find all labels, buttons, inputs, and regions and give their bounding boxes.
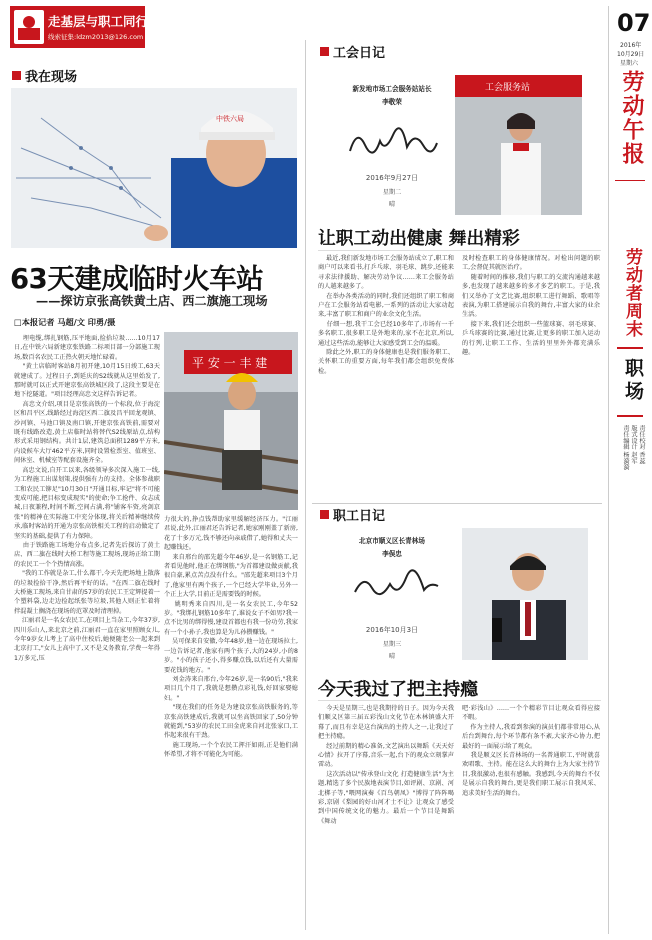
diarist-title: 新发地市场工会服务站站长: [352, 85, 432, 93]
section-label-on-site: [12, 66, 77, 85]
masthead-banner: [10, 6, 149, 48]
right-rail-divider: [608, 6, 609, 934]
worker-headline: 今天我过了把主持瘾: [318, 679, 479, 700]
diarist-name-2: 李俣忠: [382, 550, 402, 558]
section-label-union-diary: [320, 42, 385, 61]
main-headline: 63天建成临时火车站: [10, 263, 264, 295]
section-bracket-bottom: [617, 415, 643, 417]
diary-weekday: 星期二: [382, 189, 402, 196]
union-headline: 让职工动出健康 舞出精彩: [318, 228, 520, 249]
photo-sign-text: 工会服务站: [485, 83, 531, 93]
date-line-2: 10月29日: [617, 51, 645, 58]
union-body-col1: 最近,我们新发地市场工会服务站成立了,职工和商户可以来看书,打乒乓球、羽毛球、跳步,还能来寻求法律援助、解决劳动争议……来工会服务站的人越来越多了。 在举办各类活动的同时,我们还组织了职工和商户在工会服务站看电影,一系列的活动让大家动起来,丰富了职工和商户的业余文化生活。 仔细一想,我干工会已经10多年了,市场有一千多名职工,很多职工是外地来的,家不在北京,所以,通过这些活动,能够让大家感受到工会的温暖。 除此之外,职工的身体健康也是我们服务职工、关怀职工的重要方面,每年我们都会组织免费体检。: [318, 255, 454, 375]
column-divider: [305, 40, 306, 930]
proofreader-credit: 责任校对 香蕊: [638, 425, 645, 465]
main-subheadline: ——探访京张高铁黄土店、西二旗施工现场: [36, 294, 268, 308]
section-marker: [320, 510, 329, 519]
worker-body-col2: 吧·彩浅山》……一个个精彩节目让观众看得应接不暇。 作为主持人,我看到参演的演员们都非常用心,从后台到舞台,每个环节都有条不紊,大家齐心协力,把最好的一面展示给了观众。 我是顺义区长青林场的一名普通职工,平时就喜欢唱歌、主持。能在这么大的舞台上为大家主持节目,我很激动,也很有感触。我感到,今天的舞台不仅是展示自我的舞台,更是我们职工展示自我风采、追求美好生活的舞台。: [462, 705, 600, 797]
union-station-photo: [455, 75, 582, 215]
section-label-text: 职工日记: [333, 509, 386, 524]
email-line: 线索征集:ldzm2013@126.com: [48, 33, 144, 41]
worker-body-col1: 今天是星期三,也是我期待的日子。因为今天我们顺义区第三届五彩浅山文化节在木林镇盛大开幕了,而且有幸是这台演出的主持人之一,让我过了把主持瘾。 经过前期的精心准备,文艺演出以舞蹈《天天好心情》拉开了序幕,音乐一起,台下的观众立刻掌声雷动。 这次活动以"传承登山文化 打造健康生活"为主题,精选了多个民族地表演节目,如评剧、京剧、河北梆子等,"喂网演奏《百鸟朝凤》"博得了阵阵喝彩,京剧《梨园的好山河才士不让》让观众了感受到中国传统文化的魅力。最后一个节目是舞蹈《舞动: [318, 705, 454, 825]
byline: □本报记者 马超/文 印勇/摄: [14, 317, 116, 327]
diary-weather-2: 晴: [388, 653, 396, 660]
worker-rail-photo: [164, 332, 298, 510]
article-body-col1: 埋电缆,绑扎钢筋,压平地面,捡拾垃圾……10月17日,在中铁六局新建京张铁路二标项目部一分部施工现场,数百名农民工正热火朝天地忙碌着。 "黄土店临时客站8月初开建,10月15日竣工,63天就建成了。过程日子,到延庆的S2线就从这里始发了,那时就可以正式开建京张高铁城区段了,这段主要是在地下挖隧道。"项目经理高忠文这样告诉记者。 高忠文介绍,项目是京张高铁的一个标段,位于海淀区和昌平区,线路经过海淀区西二旗及昌平回龙观镇、沙河镇、马池口镇及南口镇,开建京张高铁前,需要对既有线路改造,黄土店临时站将替代S2线原站点,结构形式采用钢结构。共计1层,建筑总面积1289平方米,内设候车大厅462平方米,同时设置检票室、值班室、间休室、机械室等配套设施齐全。 高忠文说,自开工以来,各级领导多次深入施工一线,为工程施工出谋划策,提供强有力的支持。全体参战职工和农民工铆足"10月30日"开通目标,牢记"将不可能变成可能,把目标变成现实"的使命;争工抢件、众志成城,日夜兼程,时间不断,空间占满,将"铺客车资,亮剑京张"的精神在实际施工中充分体现,将关后精神继续传承,临时客站的开通为京张高铁相关工程的启动做定了坚实的基础,提供了有力保障。 由于铁路施工场地分布点多,记者先后探访了黄土店、西二旗在线时大桥工程等施工现场,现场正给工期的农民工一个个热情高涨。 "我的工作就是杂工,什么都干,今天先把场地上散落的垃圾捡拾干净,然后再平好的话。"在西二旗在线时大桥施工现场,来自甘肃的57岁的农民工王定辉提着一个塑料袋,边走边捡起纸张等垃圾,其他人则正忙着将拌混凝土搁浇在现场的范罩及时清理掉。 江丽君是一名女农民工,在项目上当杂工,今年37岁,四川乐山人,来北京之前,江丽君一直在家里照顾女儿,今年9岁女儿考上了高中住校后,她便随老公一起来到北京打工,"女儿上高中了,又不是义务教育,学费一年得1万多元,压: [14, 335, 160, 662]
section-label-text: 工会日记: [333, 46, 386, 61]
diary-weekday-2: 星期三: [382, 641, 402, 648]
svg-text:中铁六局: 中铁六局: [216, 115, 244, 123]
signature-image-2: [350, 568, 440, 606]
section-divider: [312, 503, 602, 504]
headline-rule: [318, 250, 601, 251]
date-line-1: 2016年: [620, 42, 642, 49]
masthead-logo: [14, 10, 44, 44]
diary-weather: 晴: [388, 201, 396, 208]
section-label-worker-diary: [320, 505, 385, 524]
section-title-2: 职场: [622, 358, 644, 404]
rail-rule: [615, 180, 645, 181]
diarist-title-2: 北京市顺义区长青林场: [359, 537, 425, 545]
section-marker: [320, 47, 329, 56]
signature-image: [345, 123, 440, 161]
section-marker: [12, 71, 21, 80]
column-name: 走基层与职工同行: [48, 14, 149, 29]
svg-text:平 安 一 丰 建: 平 安 一 丰 建: [192, 356, 268, 370]
microphone-portrait: [462, 528, 588, 660]
section-label-text: 我在现场: [25, 70, 78, 85]
section-title-1: 劳动者周末: [622, 248, 642, 338]
designer-credit: 版式设计 赵军: [630, 425, 637, 465]
diary-date: 2016年9月27日: [365, 174, 419, 182]
worker-map-photo: [11, 88, 297, 248]
union-body-col2: 及时检查职工的身体健康情况。对检出问题的职工,会督促其就医治疗。 随着时间的推移,我们与职工的交流沟通越来越多,也发现了越来越多的多才多艺的职工。于是,我们又举办了文艺比赛,组织职工进行舞蹈、歌唱等表演,为职工搭建展示自我的舞台,丰富大家的业余生活。 接下来,我们还会组织一些篮球赛、羽毛球赛、乒乓球赛的比赛,通过比赛,让更多的职工加入运动的行列,让职工工作、生活的里里外外都充满乐趣。: [462, 255, 600, 357]
editor-credit: 责任编辑 杨漪漪: [622, 425, 629, 471]
diarist-name: 李敬荣: [382, 98, 402, 106]
article-body-col2: 力很大的,挣点钱帮助家里缓解经济压力。"江丽君说,此外,江丽君还告诉记者,她家刚刚盖了新房,花了十多万元,钱不够还向亲戚借了,她得和丈夫一起赚钱还。 来自邢台的邵先超今年46岁,是一名钢筋工,记者看见他时,他正在绑钢筋,"为首都建设做贡献,我很自豪,累点苦点没有什么。"邵先超来项目3个月了,他家里有两个孩子,一个已经大学毕业,另外一个正上大学,目前正是需要钱的时候。 姚明秀来自四川,是一名女农民工,今年52岁。"我绑扎钢筋10多年了,谁说女子不如男?我一点不比男的绑得慢,建设首都也有我一份功劳,我家有一个小孙子,我也算是为儿孙攒赚钱。" 吴可保来自安徽,今年48岁,他一边在现场拉土,一边告诉记者,他家有两个孩子,大的24岁,小的8岁。"小的孩子还小,得多赚点钱,以后还有大量需要花钱的地方。" 刘金涛来自邢台,今年26岁,是一名90后,"我来项目几个月了,我就是想攒点彩礼钱,好回家娶媳妇。" "现在我们的任务是为建设京张高铁服务的,等京张高铁建成后,我就可以坐高铁回家了,50分钟就能到,"53岁的农民工田金虎来自河北张家口,工作起来很有干劲。 施工现场,一个个农民工挥汗如雨,正是他们满怀希望,才将不可能化为可能。: [164, 516, 298, 759]
weekday: 星期六: [620, 60, 639, 67]
headline-rule-2: [318, 700, 601, 701]
page-number: 07: [617, 9, 651, 37]
paper-name-logo: 劳动午报: [619, 70, 645, 166]
diary-date-2: 2016年10月3日: [365, 626, 419, 634]
section-bracket-top: [617, 347, 643, 349]
